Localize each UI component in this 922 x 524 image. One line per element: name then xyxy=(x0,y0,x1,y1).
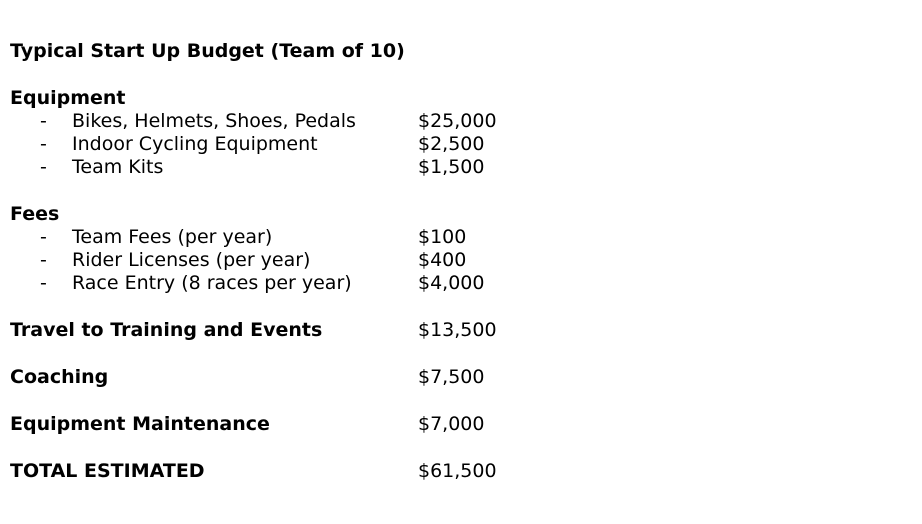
line-amount: $13,500 xyxy=(418,319,497,341)
line-amount: $7,000 xyxy=(418,413,485,435)
list-dash: - xyxy=(40,226,47,248)
total-amount: $61,500 xyxy=(418,460,497,482)
item-label: Team Kits xyxy=(72,156,164,178)
item-amount: $100 xyxy=(418,226,467,248)
item-label: Rider Licenses (per year) xyxy=(72,249,311,271)
line-label: Equipment Maintenance xyxy=(10,413,270,435)
section-fees xyxy=(10,203,570,295)
line-label: Travel to Training and Events xyxy=(10,319,323,341)
budget-line-maintenance xyxy=(10,413,570,436)
document-title: Typical Start Up Budget (Team of 10) xyxy=(10,40,405,62)
list-dash: - xyxy=(40,156,47,178)
item-label: Race Entry (8 races per year) xyxy=(72,272,352,294)
item-amount: $2,500 xyxy=(418,133,485,155)
total-label: TOTAL ESTIMATED xyxy=(10,460,205,482)
list-dash: - xyxy=(40,110,47,132)
list-dash: - xyxy=(40,249,47,271)
line-amount: $7,500 xyxy=(418,366,485,388)
list-item xyxy=(10,156,570,179)
budget-line-coaching xyxy=(10,366,570,389)
section-heading-equipment: Equipment xyxy=(10,87,126,109)
budget-document xyxy=(10,40,570,483)
item-label: Bikes, Helmets, Shoes, Pedals xyxy=(72,110,356,132)
item-label: Indoor Cycling Equipment xyxy=(72,133,318,155)
list-item xyxy=(10,110,570,133)
list-dash: - xyxy=(40,272,47,294)
list-item xyxy=(10,249,570,272)
item-label: Team Fees (per year) xyxy=(72,226,273,248)
list-dash: - xyxy=(40,133,47,155)
item-amount: $25,000 xyxy=(418,110,497,132)
item-amount: $400 xyxy=(418,249,467,271)
section-heading-fees: Fees xyxy=(10,203,60,225)
list-item xyxy=(10,226,570,249)
line-label: Coaching xyxy=(10,366,109,388)
item-amount: $1,500 xyxy=(418,156,485,178)
list-item xyxy=(10,272,570,295)
item-amount: $4,000 xyxy=(418,272,485,294)
budget-line-travel xyxy=(10,319,570,342)
section-equipment xyxy=(10,87,570,179)
list-item xyxy=(10,133,570,156)
budget-line-total xyxy=(10,460,570,483)
